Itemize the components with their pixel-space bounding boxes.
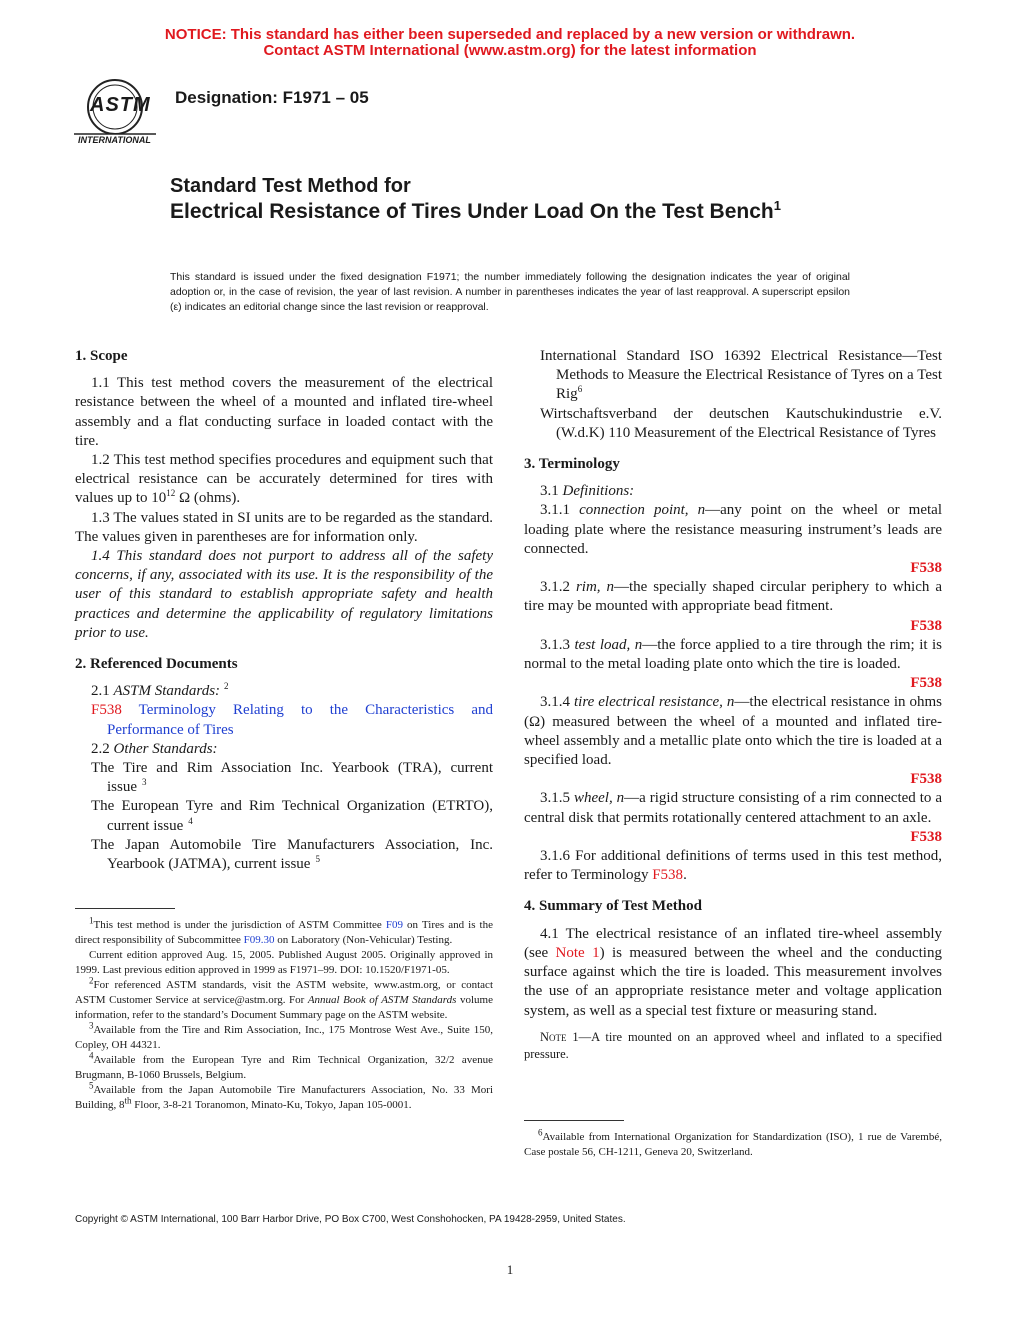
issued-note: This standard is issued under the fixed designation F1971; the number immediately following the designation indicates the year of original adoption or, in the case of revision, the year of last revision. A number in parentheses indicates the year of last reapproval. A superscript epsilon (ε) indicates an editorial change since the last revision or reapproval. <box>170 271 850 313</box>
other-std-tra: The Tire and Rim Association Inc. Yearbook (TRA), current issue $^3$ <box>91 760 493 796</box>
section-3-heading: 3. Terminology <box>524 456 620 473</box>
withdrawal-notice-line2: Contact ASTM International (www.astm.org) for the latest information <box>263 42 757 59</box>
para-1-3: 1.3 The values stated in SI units are to be regarded as the standard. The values given in parentheses are for information only. <box>75 509 493 545</box>
logo-subtext: INTERNATIONAL <box>78 135 151 145</box>
footnote-5: $^5$Available from the Japan Automobile Tire Manufacturers Association, No. 33 Mori Building, 8th Floor, 3-8-21 Toranomon, Minato-Ku, Tokyo, Japan 105-0001. <box>75 1080 493 1111</box>
footnote-2: $^2$For referenced ASTM standards, visit the ASTM website, www.astm.org, or contact ASTM Customer Service at service@astm.org. For Annual Book of ASTM Standards volume information, refer to the standard’s Document Summary page on the ASTM website. <box>75 975 493 1021</box>
other-std-wdk: Wirtschaftsverband der deutschen Kautschukindustrie e.V. (W.d.K) 110 Measurement of the Electrical Resistance of Tyres <box>540 405 942 441</box>
def-rim: 3.1.2 rim, n—the specially shaped circular periphery to which a tire may be mounted with appropriate bead fitment. F538 <box>524 578 942 636</box>
def-tire-electrical-resistance: 3.1.4 tire electrical resistance, n—the electrical resistance in ohms (Ω) measured between the wheel of a mounted and inflated tire-wheel assembly and a metallic plate onto which the tire is loaded at a specified load. F538 <box>524 693 942 789</box>
title-line1: Standard Test Method for <box>170 175 411 197</box>
astm-logo <box>68 76 162 150</box>
footnote-1: $^1$This test method is under the jurisdiction of ASTM Committee F09 on Tires and is the direct responsibility of Subcommittee F09.30 on Laboratory (Non-Vehicular) Testing. <box>75 915 493 946</box>
other-std-iso: International Standard ISO 16392 Electrical Resistance—Test Methods to Measure the Electrical Resistance of Tyres on a Test Rig$^6$ <box>540 348 942 403</box>
footnotes-right <box>524 1127 942 1160</box>
para-2-1: 2.1 ASTM Standards: $^2$ <box>91 681 229 700</box>
def-connection-point: 3.1.1 connection point, n—any point on the wheel or metal loading plate where the resistance measuring instrument’s leads are connected. F538 <box>524 501 942 578</box>
left-column <box>75 347 493 874</box>
footnotes-left <box>75 915 493 1113</box>
section-1-heading: 1. Scope <box>75 348 128 364</box>
designation: Designation: F1971 – 05 <box>175 88 369 107</box>
footnote-4: $^4$Available from the European Tyre and Rim Technical Organization, 32/2 avenue Brugmann, B-1060 Brussels, Belgium. <box>75 1050 493 1081</box>
section-2-heading: 2. Referenced Documents <box>75 656 238 673</box>
title-line2: Electrical Resistance of Tires Under Load On the Test Bench <box>170 200 774 223</box>
para-3-1-6: 3.1.6 For additional definitions of terms used in this test method, refer to Terminology F538. <box>524 848 942 884</box>
def-wheel: 3.1.5 wheel, n—a rigid structure consisting of a rim connected to a central disk that permits rotationally centered attachment to an axle. F538 <box>524 789 942 847</box>
other-std-jatma: The Japan Automobile Tire Manufacturers Association, Inc. Yearbook (JATMA), current issue $^5$ <box>91 836 493 873</box>
para-1-4: 1.4 This standard does not purport to address all of the safety concerns, if any, associated with its use. It is the responsibility of the user of this standard to establish appropriate safety and health practices and determine the applicability of regulatory limitations prior to use. <box>75 548 493 641</box>
note-1-link[interactable]: Note 1 <box>555 944 600 961</box>
para-1-2: 1.2 This test method specifies procedures and equipment such that electrical resistance can be accurately determined for tires with values up to $10^{12}$ Ω (ohms). <box>75 452 493 507</box>
ref-f538-inline[interactable]: F538 <box>652 867 684 884</box>
withdrawal-notice-line1: NOTICE: This standard has either been superseded and replaced by a new version or withdrawn. <box>164 26 856 43</box>
para-1-1: 1.1 This test method covers the measurement of the electrical resistance between the wheel of a mounted and inflated tire-wheel assembly and a flat conducting surface in loaded contact with the tire. <box>75 375 493 449</box>
ref-f538[interactable]: F538 Terminology Relating to the Characteristics and Performance of Tires <box>91 702 493 738</box>
footnote-rule-right <box>524 1120 624 1121</box>
para-2-2: 2.2 Other Standards: <box>91 740 218 757</box>
def-test-load: 3.1.3 test load, n—the force applied to a tire through the rim; it is normal to the metal loading plate onto which the tire is loaded. F538 <box>524 636 942 694</box>
ref-f538-link[interactable]: F538 <box>910 617 942 634</box>
ref-f538-link[interactable]: F538 <box>910 828 942 845</box>
title-main <box>170 199 810 224</box>
right-column <box>524 347 942 1063</box>
ref-f538-link[interactable]: F538 <box>910 675 942 692</box>
footnote-3: $^3$Available from the Tire and Rim Association, Inc., 175 Montrose West Ave., Suite 150, Copley, OH 44321. <box>75 1020 493 1051</box>
footnote-1-edition: Current edition approved Aug. 15, 2005. Published August 2005. Originally approved in 1999. Last previous edition approved in 1999 as F1971–99. DOI: 10.1520/F1971-05. <box>75 949 493 976</box>
ref-f538-link[interactable]: F538 <box>910 560 942 577</box>
footnote-rule-left <box>75 908 175 909</box>
note-1: Note 1—A tire mounted on an approved wheel and inflated to a specified pressure. <box>524 1029 942 1061</box>
title-footnote-mark: 1 <box>773 198 781 213</box>
logo-text: ASTM <box>90 94 151 116</box>
page-number: 1 <box>506 1262 514 1277</box>
copyright: Copyright © ASTM International, 100 Barr Harbor Drive, PO Box C700, West Conshohocken, PA 19428-2959, United States. <box>75 1214 626 1225</box>
ref-f538-link[interactable]: F538 <box>910 771 942 788</box>
section-4-heading: 4. Summary of Test Method <box>524 898 702 915</box>
para-4-1: 4.1 The electrical resistance of an inflated tire-wheel assembly (see Note 1) is measured between the wheel and the conducting surface against which the tire is loaded. This measurement involves the use of an appropriate resistance meter and voltage application system, as well as a special test fixture or measuring stand. <box>524 925 942 1019</box>
other-std-etrto: The European Tyre and Rim Technical Organization (ETRTO), current issue $^4$ <box>91 798 493 834</box>
footnote-6: $^6$Available from International Organization for Standardization (ISO), 1 rue de Varembé, Case postale 56, CH-1211, Geneva 20, Switzerland. <box>524 1127 942 1158</box>
para-3-1: 3.1 Definitions: <box>540 483 635 500</box>
